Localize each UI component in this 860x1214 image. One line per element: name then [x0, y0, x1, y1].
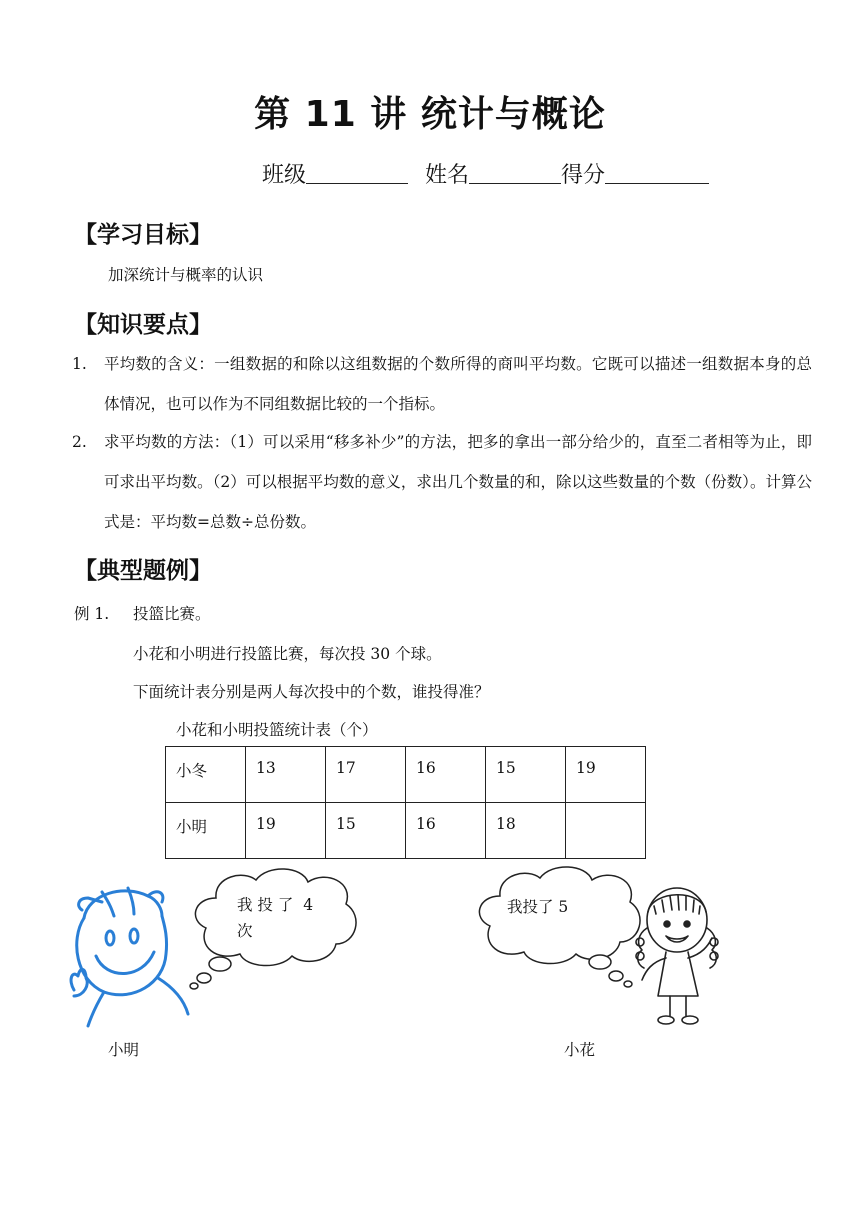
boy-illustration: [62, 880, 202, 1030]
item-text: 平均数的含义：一组数据的和除以这组数据的个数所得的商叫平均数。它既可以描述一组数据本身的总体情况，也可以作为不同组数据比较的一个指标。: [104, 355, 812, 413]
page-title: 第 11 讲 统计与概论: [254, 94, 606, 135]
table-row: [166, 747, 646, 803]
table-cell: 19: [566, 747, 646, 803]
table-row: [166, 803, 646, 859]
item-text: 求平均数的方法：（1）可以采用“移多补少”的方法，把多的拿出一部分给少的，直至二者相等为止，即可求出平均数。（2）可以根据平均数的意义，求出几个数量的和，除以这些数量的个数（份数）。计算公式是：平均数=总数÷总份数。: [104, 433, 812, 531]
table-cell: 小明: [166, 803, 246, 859]
knowledge-item-2: [72, 422, 812, 542]
example-1-label: 例 1.: [74, 605, 110, 623]
boy-bubble-line-1: 我 投 了 4: [237, 896, 314, 914]
class-blank: [306, 161, 408, 184]
examples-heading: 【典型题例】: [74, 558, 212, 584]
goals-heading: 【学习目标】: [74, 222, 212, 248]
student-info-line: [262, 158, 709, 189]
table-cell: 17: [326, 747, 406, 803]
knowledge-heading: 【知识要点】: [74, 312, 212, 338]
example-1-line-2: 下面统计表分别是两人每次投中的个数，谁投得准？: [133, 683, 490, 701]
table-cell: 15: [486, 747, 566, 803]
item-number: 2.: [72, 433, 87, 451]
table-cell: [566, 803, 646, 859]
boy-bubble-line-2: 次: [237, 922, 253, 940]
score-blank: [605, 161, 709, 184]
table-cell: 15: [326, 803, 406, 859]
table-cell: 16: [406, 747, 486, 803]
table-cell: 13: [246, 747, 326, 803]
table-cell: 18: [486, 803, 566, 859]
goals-text: 加深统计与概率的认识: [108, 266, 264, 284]
table-cell: 16: [406, 803, 486, 859]
name-label: 姓名: [425, 163, 470, 188]
example-1-line-1: 小花和小明进行投篮比赛，每次投 30 个球。: [133, 645, 442, 663]
knowledge-item-1: [72, 344, 812, 424]
example-1-title: 投篮比赛。: [133, 605, 211, 623]
class-label: 班级: [262, 163, 307, 188]
boy-name-label: 小明: [108, 1041, 140, 1059]
girl-bubble-text: 我投了 5: [507, 898, 569, 916]
item-number: 1.: [72, 355, 87, 373]
table-cell: 小冬: [166, 747, 246, 803]
boy-bubble-text: [237, 892, 313, 944]
girl-name-label: 小花: [564, 1041, 596, 1059]
table-caption: 小花和小明投篮统计表（个）: [176, 721, 378, 739]
name-blank: [469, 161, 561, 184]
stats-table: [165, 746, 646, 859]
score-label: 得分: [561, 163, 606, 188]
girl-illustration: [622, 880, 732, 1030]
table-cell: 19: [246, 803, 326, 859]
